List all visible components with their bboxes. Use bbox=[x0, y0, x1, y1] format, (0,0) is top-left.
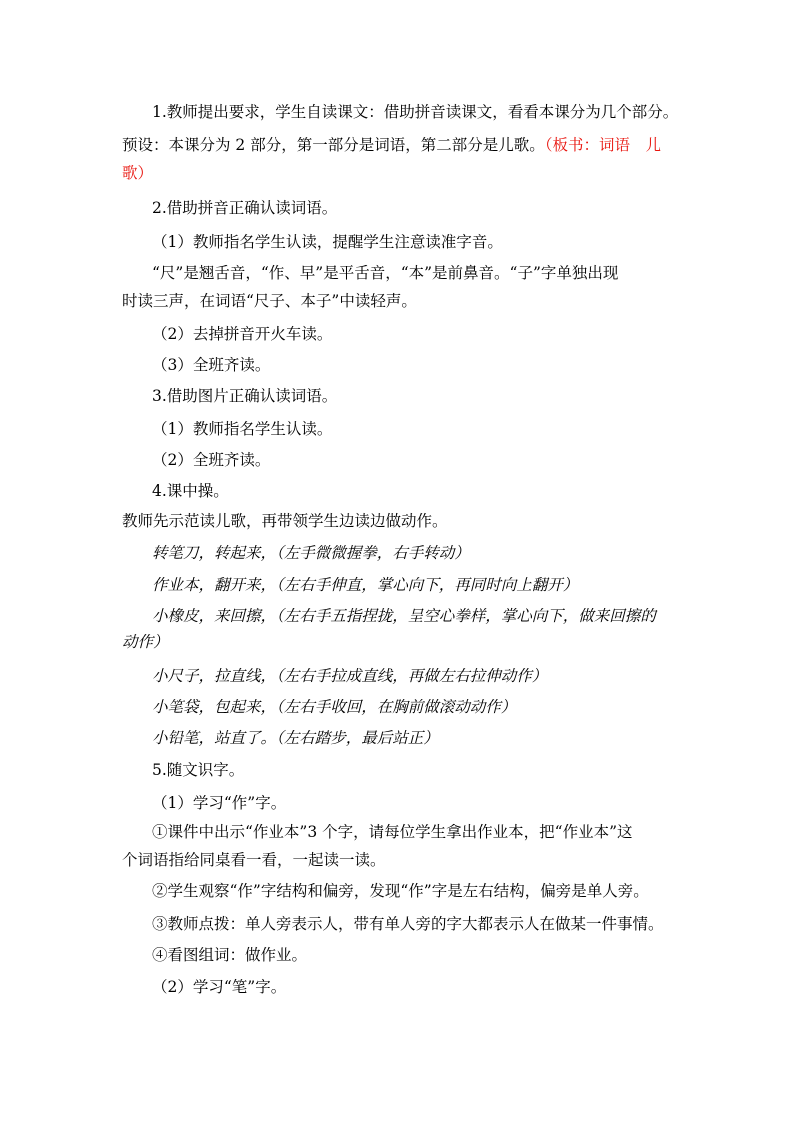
paragraph-step-2-2: （2）去掉拼音开火车读。 bbox=[152, 325, 333, 343]
paragraph-step-4: 4.课中操。 bbox=[152, 482, 229, 500]
preset-text: 预设：本课分为 2 部分，第一部分是词语，第二部分是儿歌。 bbox=[122, 136, 545, 154]
paragraph-step-3-2: （2）全班齐读。 bbox=[152, 451, 271, 469]
paragraph-pronunciation-continued: 时读三声，在词语“尺子、本子”中读轻声。 bbox=[122, 292, 417, 310]
paragraph-step-2-1: （1）教师指名学生认读，提醒学生注意读准字音。 bbox=[152, 233, 503, 251]
rhyme-line-5: 小笔袋，包起来，（左右手收回，在胸前做滚动动作） bbox=[152, 698, 517, 716]
paragraph-item-1: ①课件中出示“作业本”3 个字，请每位学生拿出作业本，把“作业本”这 bbox=[152, 823, 633, 841]
paragraph-step-3-1: （1）教师指名学生认读。 bbox=[152, 420, 333, 438]
paragraph-demo: 教师先示范读儿歌，再带领学生边读边做动作。 bbox=[122, 512, 448, 530]
rhyme-line-1: 转笔刀，转起来，（左手微微握拳，右手转动） bbox=[152, 544, 470, 562]
paragraph-item-2: ②学生观察“作”字结构和偏旁，发现“作”字是左右结构，偏旁是单人旁。 bbox=[152, 882, 649, 900]
paragraph-step-2: 2.借助拼音正确认读词语。 bbox=[152, 199, 338, 217]
rhyme-line-4: 小尺子，拉直线，（左右手拉成直线，再做左右拉伸动作） bbox=[152, 667, 548, 685]
paragraph-pronunciation: “尺”是翘舌音，“作、早”是平舌音，“本”是前鼻音。“子”字单独出现 bbox=[152, 264, 619, 282]
blackboard-note-continued: 歌） bbox=[122, 164, 154, 182]
paragraph-step-3: 3.借助图片正确认读词语。 bbox=[152, 387, 338, 405]
rhyme-line-3: 小橡皮，来回擦，（左右手五指捏拢，呈空心拳样，掌心向下，做来回擦的 bbox=[152, 607, 656, 625]
rhyme-line-2: 作业本，翻开来，（左右手伸直，掌心向下，再同时向上翻开） bbox=[152, 576, 579, 594]
paragraph-item-3: ③教师点拨：单人旁表示人，带有单人旁的字大都表示人在做某一件事情。 bbox=[152, 915, 664, 933]
blackboard-note: （板书：词语 儿 bbox=[544, 136, 661, 154]
rhyme-line-3-continued: 动作） bbox=[122, 633, 169, 651]
paragraph-step-5-1: （1）学习“作”字。 bbox=[152, 794, 287, 812]
paragraph-item-4: ④看图组词：做作业。 bbox=[152, 946, 308, 964]
paragraph-item-1-continued: 个词语指给同桌看一看，一起读一读。 bbox=[122, 851, 386, 869]
rhyme-line-6: 小铅笔，站直了。（左右踏步，最后站正） bbox=[152, 729, 439, 747]
paragraph-step-5: 5.随文识字。 bbox=[152, 761, 245, 779]
paragraph-preset bbox=[122, 135, 661, 155]
paragraph-step-2-3: （3）全班齐读。 bbox=[152, 356, 271, 374]
paragraph-step-1: 1.教师提出要求，学生自读课文：借助拼音读课文，看看本课分为几个部分。 bbox=[152, 103, 679, 121]
paragraph-step-5-2: （2）学习“笔”字。 bbox=[152, 978, 287, 996]
